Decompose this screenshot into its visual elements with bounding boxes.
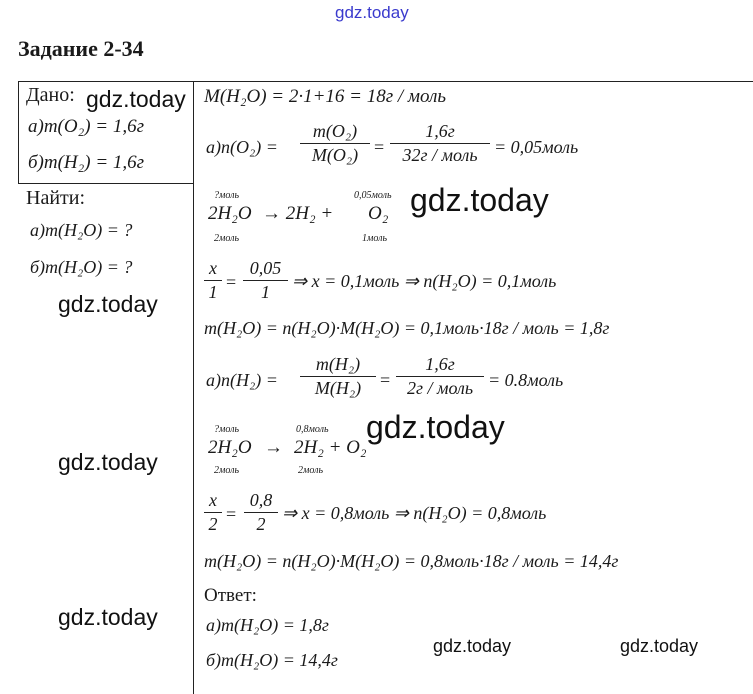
watermark-top: gdz.today [335,3,409,22]
eq2-arrow: → [264,437,283,458]
table-left-border [18,81,19,183]
fraction-denominator: 32г / моль [402,145,478,165]
eq2-above-left: ?моль [214,424,240,435]
eq1-below-left: 2моль [214,233,240,244]
fraction-denominator: 2 [256,514,266,534]
fraction-numerator: 1,6г [425,121,455,141]
table-top-border [18,81,753,82]
fraction-denominator: 2 [208,514,218,534]
fraction-numerator: m(O₂) [312,121,358,141]
a-n-o2-equals: = [374,137,385,157]
page-title: Задание 2-34 [18,36,144,61]
molar-mass-line: M(H₂O) = 2·1+16 = 18г / моль [204,86,447,107]
watermark-bottom-1: gdz.today [433,636,512,656]
watermark-left-2: gdz.today [58,449,158,475]
fraction-bar [396,376,484,377]
find-b: б)m(H₂O) = ? [30,257,133,277]
a-proportion-left [204,258,222,303]
find-a: а)m(H₂O) = ? [30,220,133,240]
eq2-above-right: 0,8моль [296,424,329,435]
fraction-numerator: 0,05 [249,258,282,278]
a-proportion-result: ⇒ x = 0,1моль ⇒ n(H₂O) = 0,1моль [292,271,557,291]
b-proportion-equals: = [226,504,237,524]
fraction-denominator: M(H₂) [314,378,362,398]
answer-a: а)m(H₂O) = 1,8г [206,615,329,635]
fraction-bar [390,143,490,144]
eq2-left: 2H₂O [208,437,252,458]
b-n-h2-result: = 0.8моль [488,370,564,390]
fraction-denominator: 1 [261,282,270,302]
table-divider [193,81,194,694]
b-n-h2-prefix: а)n(H₂) = [206,370,278,390]
a-proportion-equals: = [226,272,237,292]
eq1-right: O₂ [368,203,389,224]
fraction-bar [243,280,288,281]
fraction-numerator: 0,8 [249,490,273,510]
eq1-above-left: ?моль [214,190,240,201]
a-n-o2-prefix: а)n(O₂) = [206,137,278,157]
b-proportion-left [204,490,222,535]
b-mass-line: m(H₂O) = n(H₂O)·M(H₂O) = 0,8моль·18г / моль = 14,4г [204,551,619,571]
watermark-center-1: gdz.today [410,182,549,218]
watermark-given: gdz.today [86,86,186,112]
watermark-bottom-2: gdz.today [620,636,699,656]
b-proportion-result: ⇒ x = 0,8моль ⇒ n(H₂O) = 0,8моль [282,503,547,523]
fraction-denominator: 2г / моль [406,378,474,398]
eq2-below-left: 2моль [214,465,240,476]
b-n-h2-equals: = [380,370,391,390]
fraction-bar [300,376,376,377]
fraction-bar [204,280,222,281]
fraction-bar [300,143,370,144]
eq2-right: 2H₂ + O₂ [294,437,367,458]
find-label: Найти: [26,187,86,209]
b-proportion-right [244,490,278,535]
fraction-numerator: m(H₂) [315,354,361,374]
fraction-denominator: 1 [208,282,218,302]
watermark-left-3: gdz.today [58,604,158,630]
given-b: б)m(H₂) = 1,6г [28,152,145,173]
fraction-bar [244,512,278,513]
eq1-above-right: 0,05моль [354,190,392,201]
watermark-center-2: gdz.today [366,409,505,445]
eq2-below-right: 2моль [298,465,324,476]
given-label: Дано: [26,84,75,106]
b-n-h2-fraction-1 [300,354,376,399]
a-proportion-right [243,258,288,303]
fraction-denominator: M(O₂) [311,145,359,165]
a-n-o2-fraction-2 [390,121,490,166]
a-n-o2-fraction-1 [300,121,370,166]
fraction-bar [204,512,222,513]
a-n-o2-result: = 0,05моль [494,137,579,157]
eq1-below-right: 1моль [362,233,388,244]
fraction-numerator: 1,6г [425,354,455,374]
eq1-left: 2H₂O [208,203,252,224]
given-find-divider [18,183,194,184]
eq1-arrow: → 2H₂ + [262,203,334,224]
given-a: а)m(O₂) = 1,6г [28,116,145,137]
fraction-numerator: x [209,258,217,278]
watermark-left-1: gdz.today [58,291,158,317]
answer-label: Ответ: [204,585,257,606]
b-n-h2-fraction-2 [396,354,484,399]
a-mass-line: m(H₂O) = n(H₂O)·M(H₂O) = 0,1моль·18г / моль = 1,8г [204,318,610,338]
answer-b: б)m(H₂O) = 14,4г [206,650,338,670]
fraction-numerator: x [209,490,217,510]
